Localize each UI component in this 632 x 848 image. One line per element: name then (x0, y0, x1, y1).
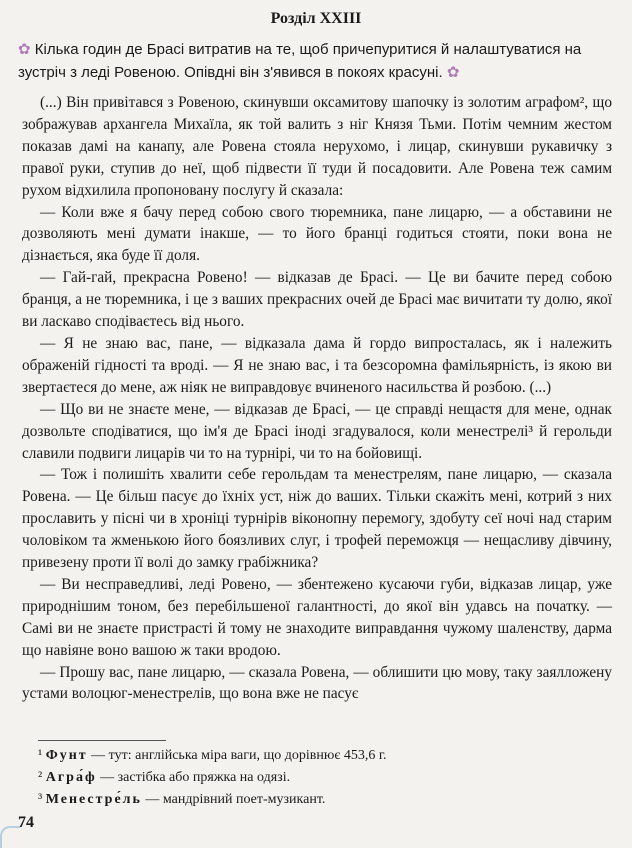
footnote-text: — мандрівний поет-музикант. (141, 792, 326, 807)
paragraph: — Ви несправедливі, леді Ровено, — збентежено кусаючи губи, відказав лицар, уже природнішим тоном, без перебільшеної галантності, до якої він удавсь на початку. — Самі ви не знаєте пристрасті й тому не знаходите виправдання чужому шаленству, дарма що навіяне воно вашою ж таки вродою. (22, 575, 612, 659)
footnote (38, 767, 598, 789)
footnotes (38, 745, 598, 811)
footnote (38, 745, 598, 767)
paragraph: — Гай-гай, прекрасна Ровено! — відказав де Брасі. — Це ви бачите перед собою бранця, а не тюремника, і це з ваших прекрасних очей де Брасі має вичитати ту долю, якої ви ласкаво сподіваєтесь від нього. (22, 269, 612, 331)
footnote-term: Агра́ф (45, 770, 97, 785)
chapter-title: Розділ XXIII (270, 10, 362, 27)
flower-icon: ✿ (446, 64, 460, 81)
chapter-intro (18, 38, 610, 84)
footnote-term: Фунт (45, 748, 88, 763)
footnote-mark: ¹ (38, 748, 43, 763)
paragraph: — Що ви не знаєте мене, — відказав де Брасі, — це справді нещастя для мене, однак дозвольте сподіватися, що ім'я де Брасі іноді згадувалося, коли менестрелі³ й герольди славили подвиги лицарів чи то на турнірі, чи то на бойовищі. (22, 400, 612, 462)
page-corner-mark (0, 826, 20, 848)
footnote-divider (38, 740, 166, 741)
footnote-mark: ³ (38, 792, 43, 807)
paragraph: — Прошу вас, пане лицарю, — сказала Ровена, — облишити цю мову, таку заялложену устами волоцюг-менестрелів, що вона вже не пасує (22, 663, 612, 703)
footnote-text: — тут: англійська міра ваги, що дорівнює 453,6 г. (87, 748, 387, 763)
main-text (22, 92, 612, 705)
paragraph: — Я не знаю вас, пане, — відказала дама й гордо випросталась, як і належить ображеній гідності та вроді. — Я не знаю вас, і та безсоромна фамільярність, із якою ви звертаєтеся до мене, аж ніяк не виправдовує вчиненого насильства й розбою. (...) (22, 334, 612, 396)
footnote-term: Менестре́ль (45, 792, 142, 807)
footnote-text: — застібка або пряжка на одязі. (96, 770, 291, 785)
paragraph: — Коли вже я бачу перед собою свого тюремника, пане лицарю, — а обставини не дозволяють мені думати інакше, — то його бранці годиться стояти, поки вона не дізнається, яка буде її доля. (22, 203, 612, 265)
footnote (38, 789, 598, 811)
flower-icon: ✿ (18, 41, 31, 58)
paragraph: (...) Він привітався з Ровеною, скинувши оксамитову шапочку із золотим аграфом², що зображував архангела Михаїла, як той валить з ніг Князя Тьми. Потім чемним жестом показав дамі на канапу, але Ровена стояла нерухомо, і лицар, скинувши рукавичку з правої руки, ступив до неї, щоб підвести її туди й посадовити. Але Ровена теж самим рухом відхилила пропоновану послугу й сказала: (22, 94, 612, 199)
footnote-mark: ² (38, 770, 43, 785)
page-number: 74 (18, 814, 34, 831)
intro-text: Кілька годин де Брасі витратив на те, щоб причепуритися й налаштуватися на зустріч з леді Ровеною. Опівдні він з'явився в покоях красуні. (18, 41, 582, 81)
paragraph: — Тож і полишіть хвалити себе герольдам та менестрелям, пане лицарю, — сказала Ровена. — Це більш пасує до їхніх уст, ніж до ваших. Тільки скажіть мені, котрий з них прославить у пісні чи в хроніці турнірів віконопну перемогу, здобуту сеї ночі над старим чоловіком та жменькою його боязливих слуг, і трофей переможця — нещасливу дівчину, привезену проти її волі до замку грабіжника? (22, 466, 612, 572)
